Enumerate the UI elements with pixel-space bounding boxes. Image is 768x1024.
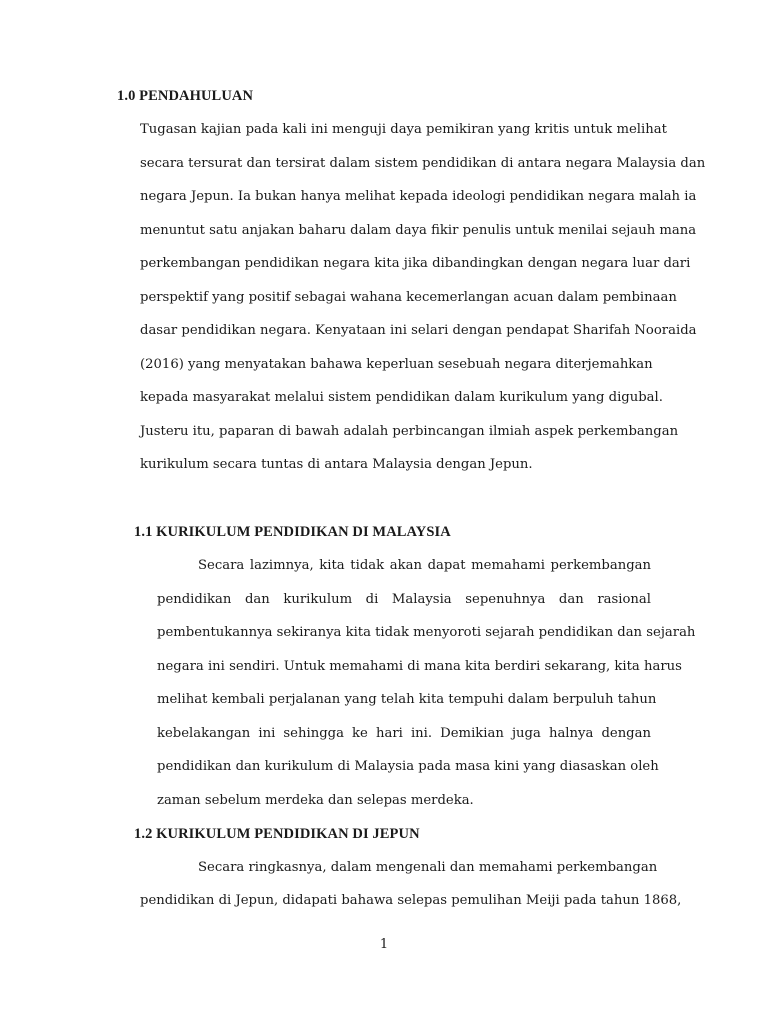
paragraph-line: Justeru itu, paparan di bawah adalah perbincangan ilmiah aspek perkembangan [140,424,679,439]
paragraph-line: kurikulum secara tuntas di antara Malaysia dengan Jepun. [140,457,533,472]
paragraph-line: (2016) yang menyatakan bahawa keperluan sesebuah negara diterjemahkan [140,357,653,372]
paragraph-line: zaman sebelum merdeka dan selepas merdeka. [157,793,474,808]
paragraph-line: pendidikan di Jepun, didapati bahawa selepas pemulihan Meiji pada tahun 1868, [140,893,682,908]
paragraph-line: Secara lazimnya, kita tidak akan dapat memahami perkembangan [198,558,651,573]
paragraph-line: pembentukannya sekiranya kita tidak menyoroti sejarah pendidikan dan sejarah [157,625,696,640]
page-number: 1 [379,937,389,952]
paragraph-line: dasar pendidikan negara. Kenyataan ini selari dengan pendapat Sharifah Nooraida [140,323,697,338]
paragraph-line: Secara ringkasnya, dalam mengenali dan memahami perkembangan [198,860,658,875]
paragraph-line: secara tersurat dan tersirat dalam sistem pendidikan di antara negara Malaysia dan [140,156,706,171]
paragraph-line: perkembangan pendidikan negara kita jika dibandingkan dengan negara luar dari [140,256,691,271]
paragraph-line: kepada masyarakat melalui sistem pendidikan dalam kurikulum yang digubal. [140,390,663,405]
section-heading-kurikulum-malaysia: 1.1 KURIKULUM PENDIDIKAN DI MALAYSIA [134,524,451,540]
paragraph-line: perspektif yang positif sebagai wahana kecemerlangan acuan dalam pembinaan [140,290,677,305]
paragraph-line: melihat kembali perjalanan yang telah kita tempuhi dalam berpuluh tahun [157,692,657,707]
section-heading-kurikulum-jepun: 1.2 KURIKULUM PENDIDIKAN DI JEPUN [134,826,420,842]
paragraph-line: negara Jepun. Ia bukan hanya melihat kepada ideologi pendidikan negara malah ia [140,189,697,204]
paragraph-line: pendidikan dan kurikulum di Malaysia sepenuhnya dan rasional [157,592,651,607]
paragraph-line: pendidikan dan kurikulum di Malaysia pada masa kini yang diasaskan oleh [157,759,659,774]
paragraph-line: Tugasan kajian pada kali ini menguji daya pemikiran yang kritis untuk melihat [140,122,667,137]
paragraph-line: negara ini sendiri. Untuk memahami di mana kita berdiri sekarang, kita harus [157,659,682,674]
section-heading-pendahuluan: 1.0 PENDAHULUAN [117,88,254,104]
paragraph-line: menuntut satu anjakan baharu dalam daya fikir penulis untuk menilai sejauh mana [140,223,697,238]
paragraph-line: kebelakangan ini sehingga ke hari ini. Demikian juga halnya dengan [157,726,651,741]
